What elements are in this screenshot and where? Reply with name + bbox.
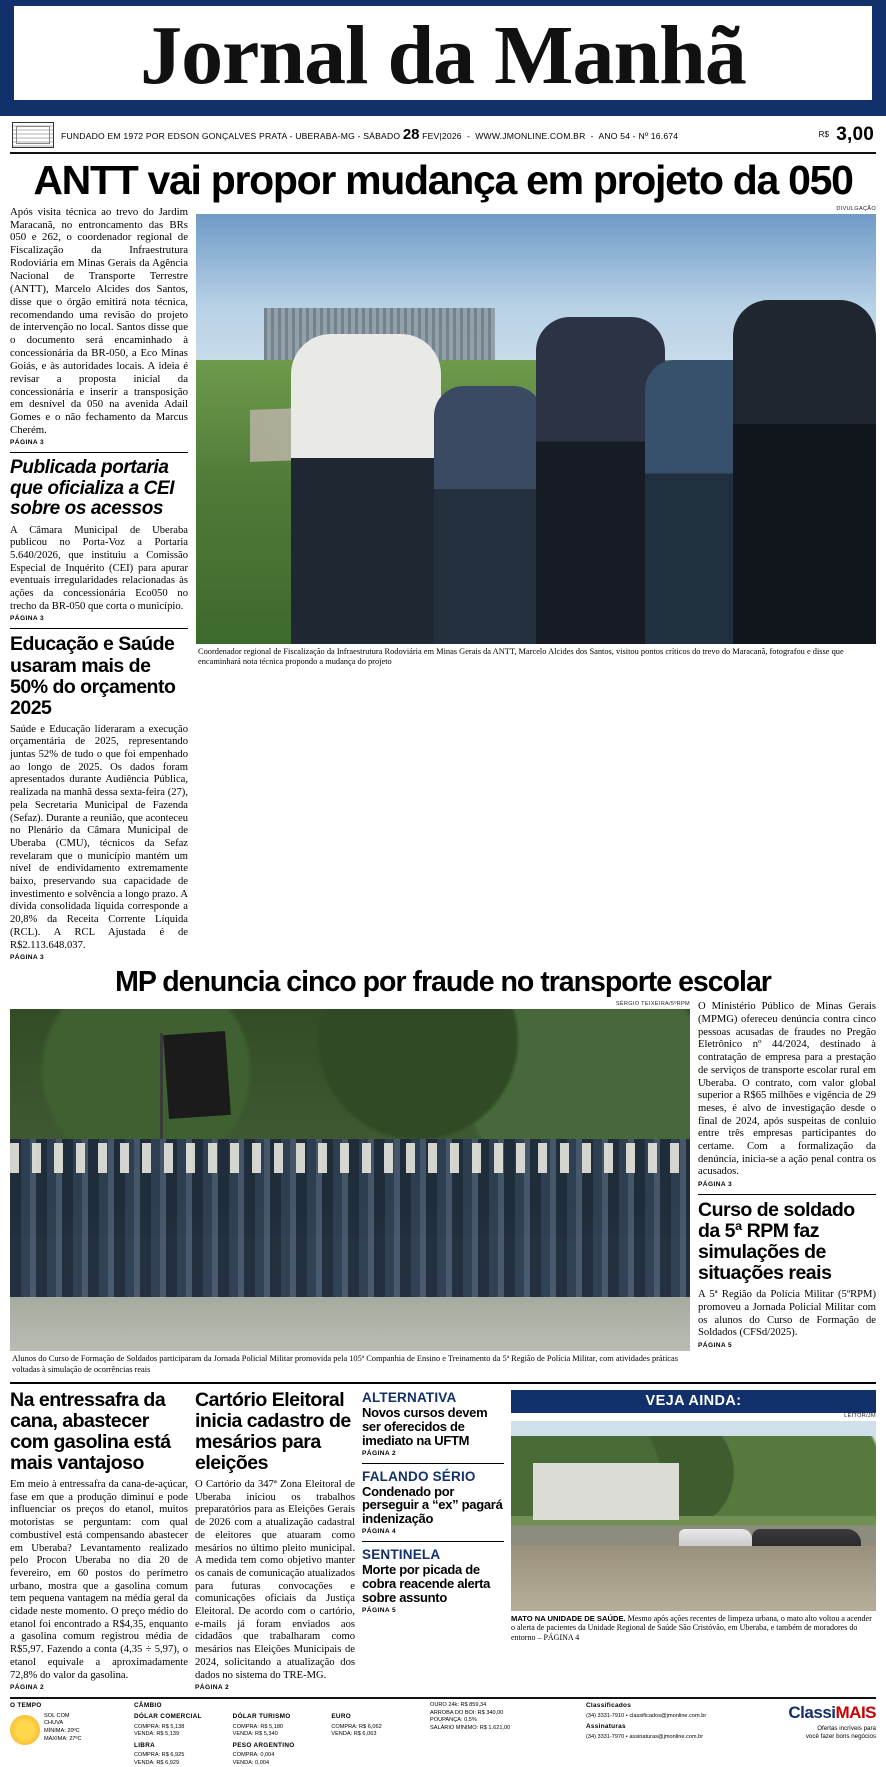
lead-photo-caption: Coordenador regional de Fiscalização da Infraestrutura Rodoviária em Minas Gerais da ANTT, Marcelo Alcides dos Santos, visitou pontos críticos do trevo do Maracanã, fotografou e disse que encaminhará nota técnica propondo a mudança do projeto: [198, 646, 844, 667]
exchange-item: [331, 1713, 424, 1767]
mp-photo-caption: Alunos do Curso de Formação de Soldados participaram da Jornada Policial Militar promovida pela 105ª Companhia de Ensino e Treinamento da 5ª Região de Polícia Militar, com atividades práticas voltadas à simulação de ocorrências reais: [12, 1354, 678, 1374]
divider: [362, 1541, 504, 1542]
veja-caption-text: Mesmo após ações recentes de limpeza urbana, o mato alto voltou a acender o alerta de pacientes da Unidade Regional de Saúde São Cristóvão, em Uberaba, e também de moradores do entorno – PÁGINA 4: [511, 1613, 872, 1642]
brief-item[interactable]: [362, 1547, 504, 1614]
exchange-item: [233, 1713, 326, 1767]
gasolina-page-ref: PÁGINA 2: [10, 1684, 45, 1692]
weather-cond-line2: CHUVA: [44, 1720, 64, 1727]
educacao-text: Saúde e Educação lideraram a execução orçamentária de 2025, representando juntas 52% de tudo o que foi empenhado ao longo de 2025. Os dados foram apresentados durante Audiência Pública, realizada na manhã dessa sexta-feira (27), pela Secretaria Municipal de Fazenda (Sefaz). Durante a reunião, que aconteceu no Plenário da Câmara Municipal de Uberaba (CMU), técnicos da Sefaz revelaram que o município mantém um nível de endividamento extremamente baixo, preservando sua capacidade de investimento e solvência a longo prazo. A dívida consolidada líquida corresponde a 20,8% da Receita Corrente Líquida (RCL). A RCL Ajustada é de R$2.113.648.037.: [10, 723, 188, 951]
classimais-ad[interactable]: [762, 1702, 876, 1767]
site-url[interactable]: WWW.JMONLINE.COM.BR: [475, 131, 586, 142]
exchange-buy: COMPRA: R$ 6,062: [331, 1723, 382, 1730]
lead-headline: ANTT vai propor mudança em projeto da 050: [33, 156, 853, 203]
cartorio-text: O Cartório da 347ª Zona Eleitoral de Uberaba iniciou os trabalhos preparatórios para as Eleições Gerais de 2026 com a atualização cadastral de eleitores que atuaram como mesários no último pleito municipal. A medida tem como objetivo manter os canais de comunicação atualizados para futuras convocações e comunicações oficiais da Justiça Eleitoral. De acordo com o cartório, e-mails já foram enviados aos cidadãos que trabalharam como mesários nas Eleições Municipais de 2024, solicitando a atualização dos dados no sistema do TRE-MG.: [195, 1478, 356, 1681]
exchange-name: DÓLAR COMERCIAL: [134, 1712, 202, 1720]
sun-icon: [10, 1715, 40, 1745]
exchange-sell: VENDA: R$ 5,139: [134, 1731, 180, 1738]
page-title: Jornal da Manhã: [140, 9, 746, 102]
veja-photo-credit: LEITOR/JM: [844, 1412, 876, 1419]
classified-contact[interactable]: (34) 3331-7910 • classificados@jmonline.com.br: [586, 1712, 707, 1719]
brief-kicker: FALANDO SÉRIO: [362, 1468, 476, 1484]
classimais-logo-b: MAIS: [835, 1703, 876, 1723]
brief-deck: Morte por picada de cobra reacende alerta sobre assunto: [362, 1562, 491, 1606]
lead-photo-credit: DIVULGAÇÃO: [836, 205, 876, 212]
mp-story-section: [10, 1001, 876, 1375]
cartorio-column: [195, 1390, 355, 1691]
exchange-buy: COMPRA: R$ 5,180: [232, 1723, 284, 1730]
mp-photo-column: [10, 1001, 690, 1375]
divider: [10, 628, 188, 629]
subscriptions-title: Assinaturas: [586, 1723, 626, 1731]
exchange-buy: COMPRA: R$ 5,138: [134, 1723, 185, 1730]
lead-photo: [196, 214, 876, 644]
cei-page-ref: PÁGINA 3: [10, 615, 45, 623]
exchange-name: PESO ARGENTINO: [232, 1741, 295, 1749]
exchange-sell: VENDA: R$ 6,929: [134, 1759, 180, 1766]
mp-photo-credit: SÉRGIO TEIXEIRA/5ºRPM: [615, 1001, 690, 1008]
price-label: R$: [818, 130, 830, 140]
classimais-logo-a: Classi: [788, 1703, 836, 1723]
issue-month-year: FEV|2026: [422, 131, 462, 142]
indicator-salario: SALÁRIO MÍNIMO: R$ 1.621,00: [430, 1724, 511, 1731]
brief-page-ref: PÁGINA 5: [362, 1606, 397, 1614]
brief-deck: Novos cursos devem ser oferecidos de imediato na UFTM: [362, 1404, 488, 1448]
lead-photo-column: [196, 206, 876, 962]
classimais-tagline-2: você fazer bons negócios: [805, 1732, 876, 1740]
gasolina-column: [10, 1390, 188, 1691]
exchange-name: LIBRA: [134, 1741, 156, 1749]
veja-ainda-column: [511, 1390, 876, 1691]
brief-item[interactable]: [362, 1390, 504, 1457]
gasolina-text: Em meio à entressafra da cana-de-açúcar, fase em que a produção diminui e pode influenciar os preços do etanol, muitos motoristas se perguntam: com qual combustível está compensando abastecer em Uberaba? Levantamento realizado pelo Procon Uberaba no dia 20 de fevereiro, em 60 postos do perímetro urbano, mostra que a gasolina comum tem pequena vantagem na média geral da cidade neste momento. O preço médio do etanol foi encontrado a R$4,35, enquanto a gasolina comum registrou média de R$5,97. Fazendo a conta (4,35 ÷ 5,97), o etanol equivale a aproximadamente 72,8% do valor da gasolina.: [10, 1478, 188, 1681]
mp-photo: [10, 1009, 690, 1351]
classimais-logo: [762, 1702, 876, 1725]
brief-page-ref: PÁGINA 4: [362, 1528, 397, 1536]
brief-kicker: SENTINELA: [362, 1547, 441, 1563]
left-column: [10, 206, 188, 962]
weather-min-value: 20ºC: [67, 1727, 80, 1734]
exchange-buy: COMPRA: R$ 6,925: [134, 1752, 185, 1759]
veja-ainda-caption: [511, 1611, 876, 1643]
masthead-rule: [0, 104, 886, 116]
newspaper-logo-icon: [12, 122, 54, 148]
weather-max-value: 27ºC: [69, 1735, 82, 1742]
classified-contact-block: [586, 1702, 756, 1767]
mp-headline: MP denuncia cinco por fraude no transporte escolar: [115, 966, 771, 999]
veja-ainda-photo: [511, 1421, 876, 1611]
classimais-tagline-1: Ofertas incríveis para: [817, 1725, 876, 1733]
exchange-sell: VENDA: 0,004: [232, 1759, 270, 1766]
indicators-block: [430, 1702, 580, 1767]
curso-text: A 5ª Região da Polícia Militar (5ºRPM) promoveu a Jornada Policial Militar com os alunos do Curso de Formação de Soldados (CFSd/2025).: [698, 1289, 876, 1339]
cartorio-headline: Cartório Eleitoral inicia cadastro de mesários para eleições: [195, 1388, 351, 1474]
exchange-sell: VENDA: R$ 6,063: [331, 1731, 377, 1738]
lead-page-ref: PÁGINA 3: [10, 438, 45, 446]
exchange-buy: COMPRA: 0,004: [232, 1752, 275, 1759]
cei-headline: Publicada portaria que oficializa a CEI sobre os acessos: [10, 456, 175, 520]
educacao-headline: Educação e Saúde usaram mais de 50% do orçamento 2025: [10, 633, 176, 719]
brief-item[interactable]: [362, 1469, 504, 1536]
price-value: 3,00: [836, 123, 874, 145]
mp-page-ref: PÁGINA 3: [698, 1181, 733, 1189]
cartorio-page-ref: PÁGINA 2: [195, 1684, 230, 1692]
exchange-sell: VENDA: R$ 5,340: [232, 1731, 278, 1738]
masthead: [0, 0, 886, 116]
lead-story-text: Após visita técnica ao trevo do Jardim Maracanã, no entroncamento das BRs 050 e 262, o coordenador regional de Fiscalização da Infraestrutura Rodoviária em Minas Gerais da Agência Nacional de Transporte Terrestre (ANTT), Marcelo Alcides dos Santos, disse que o órgão emitirá nota técnica, recomendando uma revisão do projeto de intervenção no local. Santos disse que o documento será encaminhado à concessionária da BR-050, a Eco Minas Goiás, e às autoridades locais. A ideia é revisar a proposta inicial da concessionária e inserir a transposição em desnível da 050 na avenida Adail Gomes e o não fechamento da Marcus Cherém.: [10, 205, 188, 437]
exchange-item: [134, 1713, 227, 1767]
cei-text: A Câmara Municipal de Uberaba publicou no Porta-Voz a Portaria 5.640/2026, que instituiu a Comissão Especial de Inquérito (CEI) para apurar eventuais irregularidades relacionadas às ações da concessionária Eco050 no trecho da BR-050 que corta o município.: [10, 524, 188, 612]
classified-title: Classificados: [586, 1702, 632, 1710]
founded-text: FUNDADO EM 1972 POR EDSON GONÇALVES PRATA - UBERABA-MG: [61, 131, 355, 142]
bottom-section: [10, 1390, 876, 1691]
exchange-name: DÓLAR TURISMO: [232, 1712, 291, 1720]
curso-page-ref: PÁGINA 5: [698, 1342, 733, 1350]
weather-block: [10, 1702, 128, 1767]
issue-number: ANO 54 - Nº 16.674: [598, 131, 679, 142]
divider: [10, 1382, 876, 1384]
mp-text: O Ministério Público de Minas Gerais (MPMG) ofereceu denúncia contra cinco pessoas acusadas de fraudes no Pregão Eletrônico nº 44/2024, destinado à contratação de empresa para a prestação de serviços de transporte escolar rural em Uberaba. O contrato, com valor global superior a R$65 milhões e vigência de 29 meses, é alvo de investigação desde o final de 2024, após suspeitas de conluio entre três empresas participantes do certame. Com a formalização da denúncia, inicia-se a ação penal contra os acusados.: [698, 1001, 876, 1178]
subscriptions-contact[interactable]: (34) 3331-7970 • assinaturas@jmonline.com.br: [586, 1734, 704, 1741]
brief-kicker: ALTERNATIVA: [362, 1389, 457, 1405]
briefs-column: [362, 1390, 504, 1691]
indicator-ouro: OURO 24k: R$ 859,34: [430, 1702, 487, 1709]
gasolina-headline: Na entressafra da cana, abastecer com gasolina está mais vantajoso: [10, 1388, 171, 1474]
indicator-poupanca: POUPANÇA: 0,5%: [430, 1717, 477, 1724]
veja-caption-lead: MATO NA UNIDADE DE SAÚDE.: [511, 1613, 626, 1623]
brief-deck: Condenado por perseguir a “ex” pagará indenização: [362, 1483, 503, 1527]
footer-bar: [10, 1697, 876, 1767]
mp-text-column: [698, 1001, 876, 1375]
lead-story-section: [10, 206, 876, 962]
veja-ainda-bar: VEJA AINDA:: [511, 1390, 876, 1413]
info-bar: [10, 116, 876, 154]
weather-min-label: MÍNIMA:: [44, 1727, 66, 1734]
exchange-title: CÂMBIO: [134, 1702, 162, 1710]
issue-date: 28: [402, 126, 420, 144]
divider: [698, 1194, 876, 1195]
curso-headline: Curso de soldado da 5ª RPM faz simulações de situações reais: [698, 1199, 855, 1285]
founded-line: FUNDADO EM 1972 POR EDSON GONÇALVES PRATA - UBERABA-MG - SÁBADO 28 FEV|2026 - WWW.JMONLINE.COM.BR - ANO 54 - Nº 16.674: [61, 126, 679, 144]
brief-page-ref: PÁGINA 2: [362, 1449, 397, 1457]
indicator-arroba: ARROBA DO BOI: R$ 340,00: [430, 1709, 504, 1716]
exchange-name: EURO: [331, 1712, 352, 1720]
educacao-page-ref: PÁGINA 3: [10, 954, 45, 962]
weather-max-label: MÁXIMA:: [44, 1735, 68, 1742]
divider: [362, 1463, 504, 1464]
weather-cond-line1: SOL COM: [44, 1712, 70, 1719]
divider: [10, 452, 188, 453]
weather-title: O TEMPO: [10, 1702, 42, 1710]
exchange-block: [134, 1702, 424, 1767]
weekday-text: - SÁBADO: [357, 131, 401, 142]
